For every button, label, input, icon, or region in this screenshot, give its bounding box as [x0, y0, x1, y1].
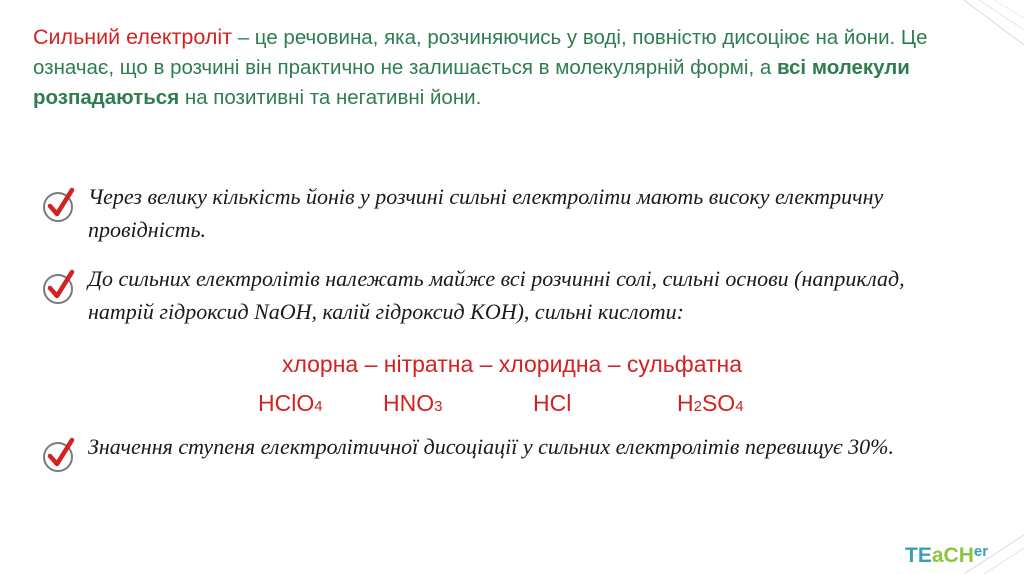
formula-subscript: 2 [693, 398, 702, 415]
teacher-logo [905, 543, 988, 568]
formula-text: HClO [258, 390, 315, 416]
formula-subscript: 4 [735, 398, 744, 415]
formula-hno3 [383, 390, 442, 417]
definition-text-1: – це речовина, яка, розчиняючись у воді, повністю дисоціює на йони. Це означає, що в розчині він практично не залишається в молекулярній формі, а [33, 26, 928, 79]
bullet-3-text: Значення ступеня електролітичної дисоціації у сильних електролітів перевищує 30%. [88, 434, 894, 459]
formula-hcl [533, 390, 571, 417]
formula-text: SO [701, 390, 736, 416]
bullet-2-text: До сильних електролітів належать майже всі розчинні солі, сильні основи (наприклад, натрій гідроксид NaOH, калій гідроксид KOH), сильні кислоти: [88, 266, 905, 324]
formula-subscript: 4 [314, 398, 323, 415]
formula-text: HCl [533, 390, 572, 416]
bullet-1-text: Через велику кількість йонів у розчині сильні електроліти мають високу електричну провідність. [88, 184, 884, 242]
formula-hclo4 [258, 390, 323, 417]
formula-text: H [677, 390, 694, 416]
check-circle-icon [40, 436, 80, 476]
formula-h2so4 [677, 390, 744, 417]
acid-formulas [0, 390, 1024, 426]
logo-part-1: TE [905, 544, 932, 567]
acid-names-line: хлорна – нітратна – хлоридна – сульфатна [281, 351, 743, 377]
formula-subscript: 3 [434, 398, 443, 415]
definition-paragraph [33, 22, 963, 113]
formula-text: HNO [383, 390, 435, 416]
logo-part-2: aCH [931, 544, 974, 567]
definition-bold: всі молекули розпадаються [33, 56, 910, 109]
definition-term: Сильний електроліт [33, 25, 233, 49]
logo-part-3: er [973, 543, 989, 560]
check-circle-icon [40, 268, 80, 308]
definition-text-2: на позитивні та негативні йони. [179, 86, 482, 109]
check-circle-icon [40, 186, 80, 226]
